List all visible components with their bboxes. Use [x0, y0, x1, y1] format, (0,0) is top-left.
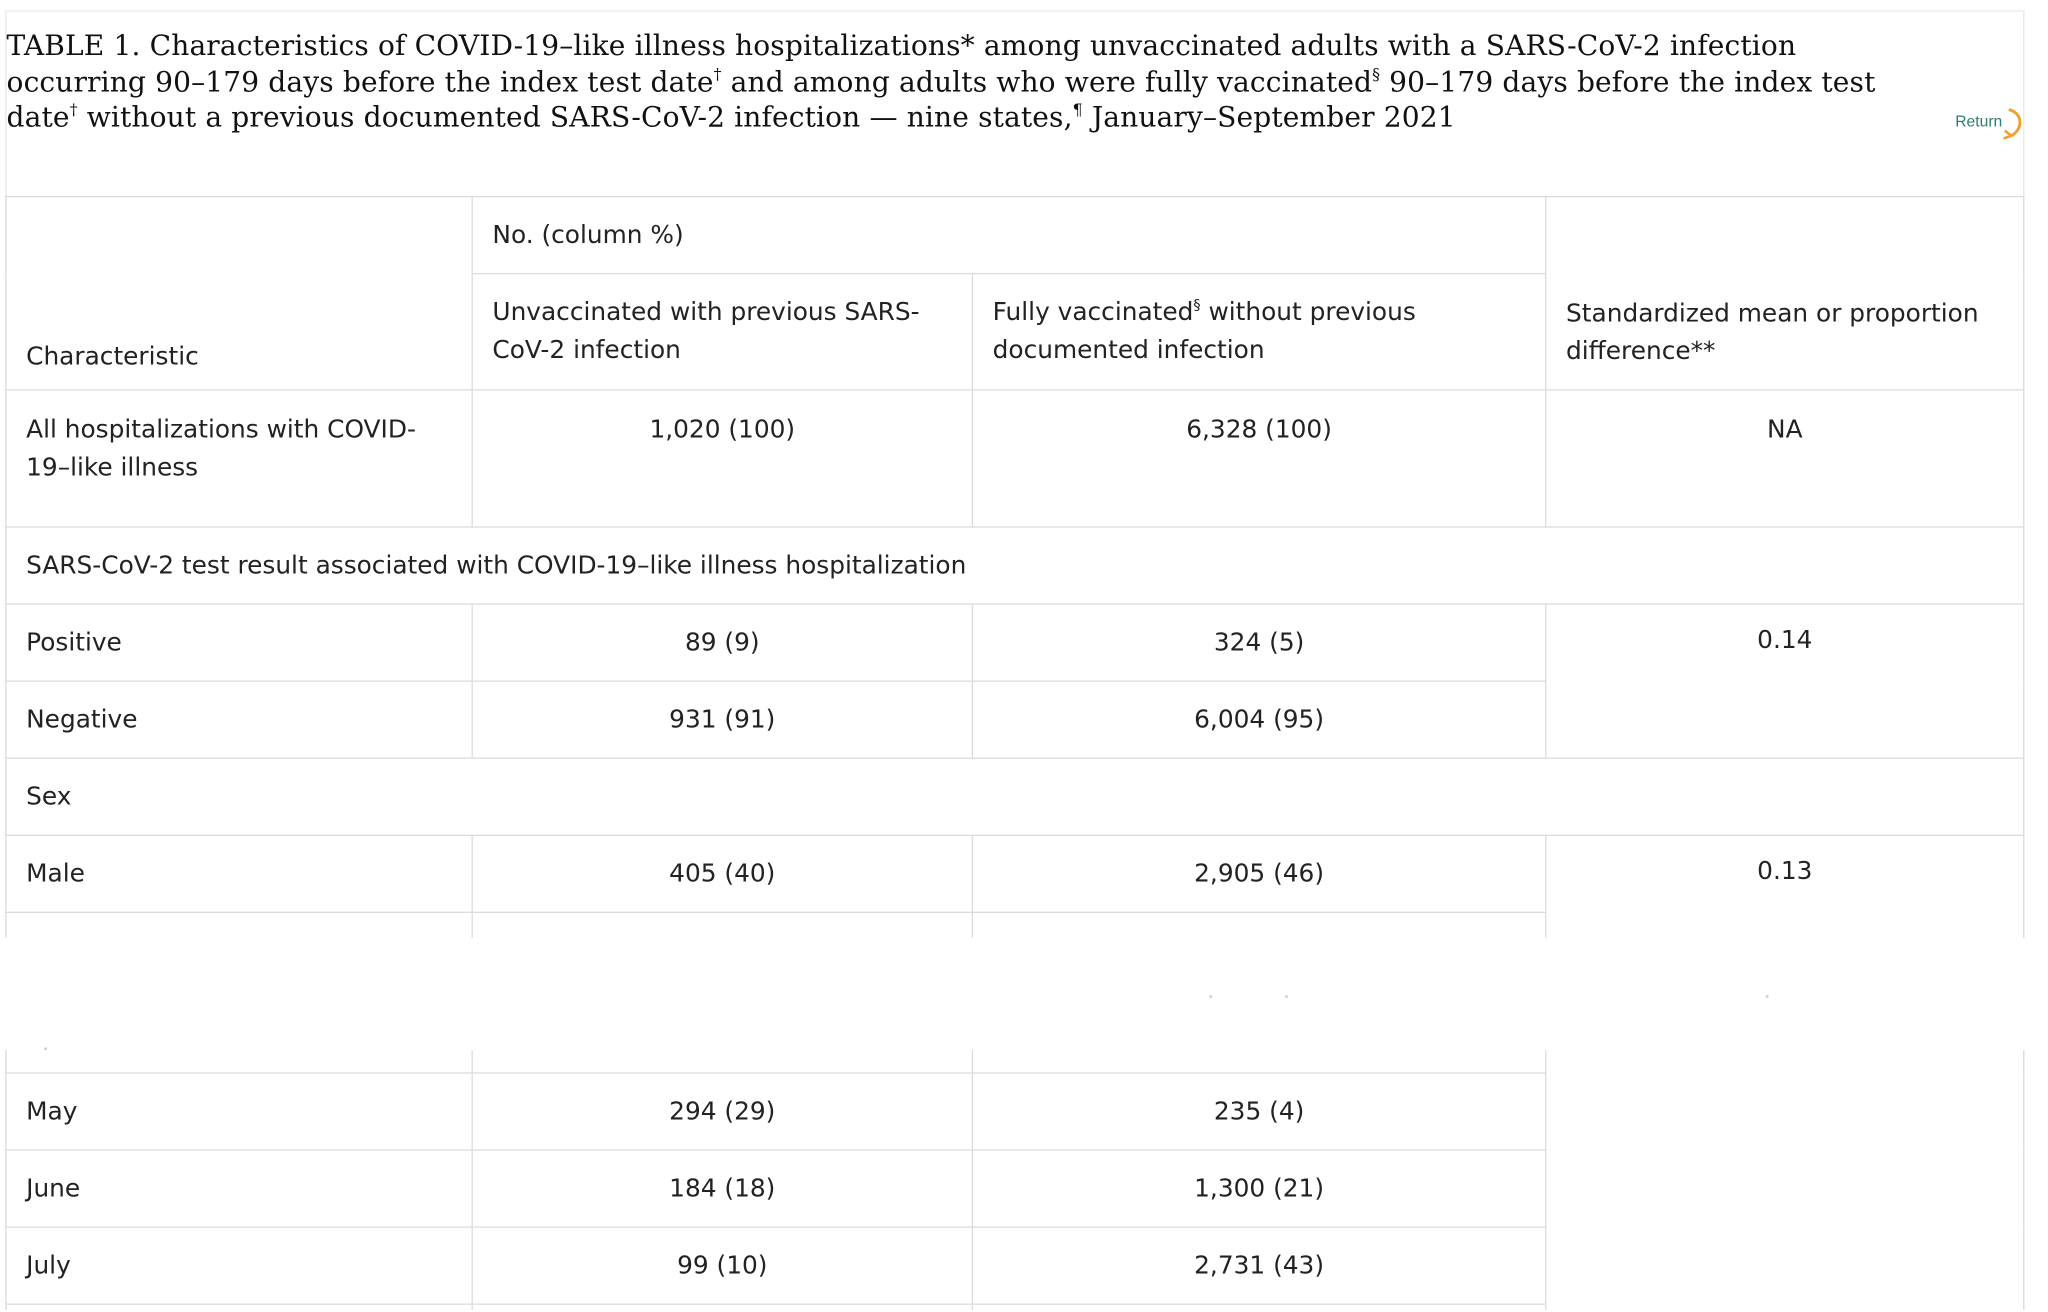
title-text: occurring 90–179 days before the index test date	[6, 65, 714, 99]
characteristics-table-continued	[5, 1050, 2024, 1310]
cell-unvaccinated: 405 (40)	[472, 835, 972, 912]
cell-partial	[472, 1050, 972, 1073]
footnote-section: §	[1372, 64, 1381, 83]
row-label: Negative	[6, 681, 472, 758]
title-text: and among adults who were fully vaccinated	[721, 65, 1373, 99]
return-link[interactable]	[1951, 104, 2029, 143]
title-text: 90–179 days before the index test	[1380, 65, 1876, 99]
header-smd: Standardized mean or proportion difference**	[1546, 197, 2024, 390]
capture-gap	[0, 938, 2048, 1050]
footnote-section: §	[1193, 296, 1201, 314]
cell-smd: 0.13	[1546, 835, 2024, 989]
header-text: without previous documented infection	[992, 297, 1416, 365]
title-line-3	[7, 101, 2018, 137]
title-text: without a previous documented SARS-CoV-2 infection — nine states,	[77, 101, 1073, 135]
header-row-group	[6, 197, 2024, 274]
cell-partial	[472, 1304, 972, 1310]
row-label: June	[6, 1150, 472, 1227]
section-label: SARS-CoV-2 test result associated with COVID-19–like illness hospitalization	[6, 527, 2024, 604]
table-row	[6, 835, 2024, 912]
section-row	[6, 527, 2024, 604]
table-row	[6, 390, 2024, 527]
cell-vaccinated: 2,731 (43)	[972, 1227, 1545, 1304]
return-label: Return	[1955, 112, 2003, 131]
cell-vaccinated: 6,004 (95)	[972, 681, 1545, 758]
title-line-2	[7, 65, 2018, 101]
table-continuation	[5, 1050, 2023, 1310]
cell-partial	[972, 1050, 1545, 1073]
table-row-partial	[6, 1050, 2024, 1073]
cell-vaccinated: 324 (5)	[972, 604, 1545, 681]
artifact-mark	[1285, 995, 1288, 998]
row-label: July	[6, 1227, 472, 1304]
row-label: All hospitalizations with COVID-19–like illness	[6, 390, 472, 527]
header-group-count: No. (column %)	[472, 197, 1546, 274]
table-title	[7, 29, 2018, 137]
cell-vaccinated: 1,300 (21)	[972, 1150, 1545, 1227]
header-unvaccinated: Unvaccinated with previous SARS-CoV-2 infection	[472, 274, 972, 390]
footnote-dagger: †	[69, 100, 78, 119]
cell-vaccinated: 235 (4)	[972, 1073, 1545, 1150]
cell-partial	[6, 1050, 472, 1073]
table-row	[6, 604, 2024, 681]
row-label: Male	[6, 835, 472, 912]
title-line-1: TABLE 1. Characteristics of COVID-19–like illness hospitalizations* among unvaccinated adults with a SARS-CoV-2 infection	[6, 30, 1797, 63]
artifact-mark	[1209, 995, 1212, 998]
title-text: January–September 2021	[1082, 101, 1456, 135]
cell-smd-empty	[1546, 1050, 2024, 1310]
row-label: Positive	[6, 604, 472, 681]
row-label: May	[6, 1073, 472, 1150]
header-text: Fully vaccinated	[992, 297, 1194, 327]
artifact-mark	[1766, 995, 1769, 998]
characteristics-table	[5, 196, 2024, 990]
cell-partial	[972, 1304, 1545, 1310]
header-vaccinated	[972, 274, 1545, 390]
cell-unvaccinated: 294 (29)	[472, 1073, 972, 1150]
cell-smd: NA	[1546, 390, 2024, 527]
section-label: Sex	[6, 758, 2024, 835]
cell-unvaccinated: 931 (91)	[472, 681, 972, 758]
cell-unvaccinated: 99 (10)	[472, 1227, 972, 1304]
cell-partial	[6, 1304, 472, 1310]
cell-smd: 0.14	[1546, 604, 2024, 758]
header-characteristic: Characteristic	[6, 197, 472, 390]
footnote-pilcrow: ¶	[1072, 100, 1083, 119]
footnote-dagger: †	[713, 64, 722, 83]
cell-vaccinated: 2,905 (46)	[972, 835, 1545, 912]
cell-unvaccinated: 1,020 (100)	[472, 390, 972, 527]
cell-unvaccinated: 89 (9)	[472, 604, 972, 681]
cell-unvaccinated: 184 (18)	[472, 1150, 972, 1227]
section-row	[6, 758, 2024, 835]
title-text: date	[6, 101, 70, 135]
cell-vaccinated: 6,328 (100)	[972, 390, 1545, 527]
